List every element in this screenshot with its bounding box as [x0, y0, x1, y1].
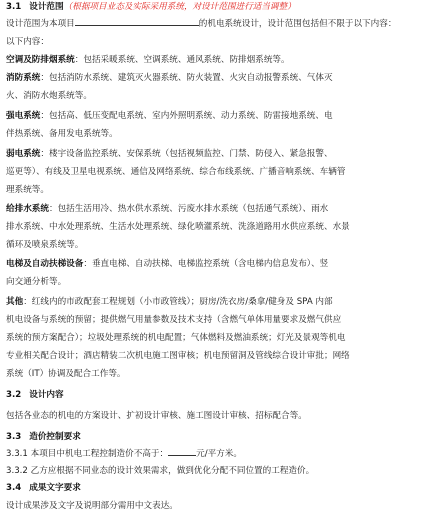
- item-other-cont-1: 机电设备与系统的预留；提供燃气用量参数及技术支持（含燃气单体用量要求及燃气供应: [6, 315, 342, 325]
- item-power: 强电系统：包括高、低压变配电系统、室内外照明系统、动力系统、防雷接地系统、电: [6, 111, 333, 121]
- cost-limit-blank[interactable]: [168, 455, 196, 456]
- item-other-cont-2: 系统的预方案配合）；垃圾处理系统的机电配置；气体燃料及燃油系统；灯光及景观等机电: [6, 333, 346, 343]
- section-3-3-1: 3.3.1 本项目中机电工程控制造价不高于： 元/平方米。: [6, 449, 242, 459]
- section-3-1-heading: 3.1 设计范围（根据项目业态及实际采用系统，对设计范围进行适当调整）: [6, 2, 296, 12]
- item-fire: 消防系统：包括消防水系统、建筑灭火器系统、防火装置、火灾自动报警系统、气体灭: [6, 73, 333, 83]
- item-elevator-cont: 向交通分析等。: [6, 277, 67, 287]
- section-3-3-2: 3.3.2 乙方应根据不同业态的设计效果需求，做到优化分配不同位置的工程造价。: [6, 466, 315, 476]
- item-weak: 弱电系统：楼宇设备监控系统、安保系统（包括视频监控、门禁、防侵入、紧急报警、: [6, 149, 333, 159]
- item-other-cont-3: 专业相关配合设计；酒店精装二次机电施工图审核；机电预留洞及管线综合设计审批；网络: [6, 351, 350, 361]
- section-3-3-heading: 3.3 造价控制要求: [6, 432, 81, 442]
- item-other-cont-4: 系统（IT）协调及配合工作等。: [6, 369, 126, 379]
- section-3-4-heading: 3.4 成果文字要求: [6, 483, 81, 493]
- item-hvac: 空调及防排烟系统：包括采暖系统、空调系统、通风系统、防排烟系统等。: [6, 55, 290, 65]
- intro-line-2: 以下内容：: [6, 37, 49, 47]
- item-weak-cont-1: 巡更等）、有线及卫星电视系统、通信及网络系统、综合布线系统、广播音响系统、车辆管: [6, 167, 346, 177]
- project-name-blank[interactable]: [75, 25, 199, 26]
- item-fire-cont: 火、消防水炮系统等。: [6, 91, 92, 101]
- item-plumb-cont-2: 循环及喷泉系统等。: [6, 240, 84, 250]
- item-plumb-cont-1: 排水系统、中水处理系统、生活水处理系统、绿化喷灌系统、洗涤道路用水供应系统、水景: [6, 222, 350, 232]
- intro-line-1: 设计范围为本项目 的机电系统设计，设计范围包括但不限于以下内容：: [6, 19, 397, 29]
- section-note: （根据项目业态及实际采用系统，对设计范围进行适当调整）: [63, 2, 296, 12]
- item-elevator: 电梯及自动扶梯设备：垂直电梯、自动扶梯、电梯监控系统（含电梯内信息发布）、竖: [6, 259, 329, 269]
- section-3-4-text: 设计成果涉及文字及说明部分需用中文表达。: [6, 501, 178, 511]
- item-plumb: 给排水系统：包括生活用冷、热水供水系统、污废水排水系统（包括通气系统）、雨水: [6, 204, 329, 214]
- item-power-cont: 伴热系统、备用发电系统等。: [6, 129, 118, 139]
- section-3-2-text: 包括各业态的机电的方案设计、扩初设计审核、施工图设计审核、招标配合等。: [6, 411, 307, 421]
- section-3-2-heading: 3.2 设计内容: [6, 390, 64, 400]
- item-weak-cont-2: 理系统等。: [6, 185, 49, 195]
- item-other: 其他：红线内的市政配套工程规划（小市政管线）；厨房/洗衣房/桑拿/健身及 SPA 内部: [6, 297, 333, 307]
